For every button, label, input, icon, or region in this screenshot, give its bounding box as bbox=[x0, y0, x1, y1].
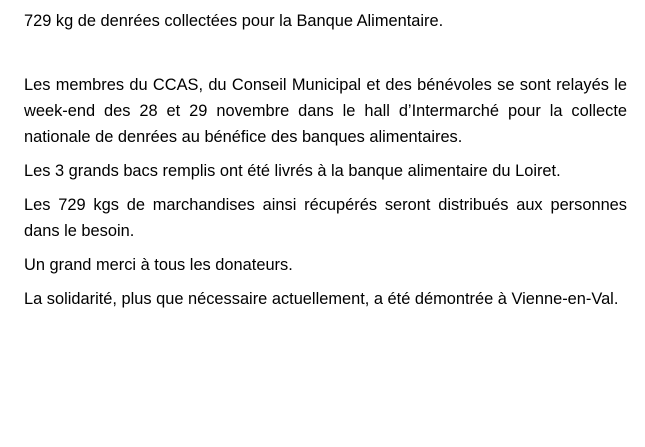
paragraph-solidarite: La solidarité, plus que nécessaire actuellement, a été démontrée à Vienne-en-Val. bbox=[24, 290, 619, 308]
paragraph-collecte: Les membres du CCAS, du Conseil Municipal et des bénévoles se sont relayés le week-end des 28 et 29 novembre dans le hall d’Intermarché pour la collecte nationale de denrées au bénéfice des banques alimentaires. bbox=[24, 76, 627, 146]
paragraph-bacs: Les 3 grands bacs remplis ont été livrés à la banque alimentaire du Loiret. bbox=[24, 162, 561, 180]
paragraph-remerciements: Un grand merci à tous les donateurs. bbox=[24, 256, 293, 274]
document-body bbox=[24, 8, 627, 312]
document-title: 729 kg de denrées collectées pour la Banque Alimentaire. bbox=[24, 12, 444, 30]
paragraph-distribution: Les 729 kgs de marchandises ainsi récupérés seront distribués aux personnes dans le besoin. bbox=[24, 196, 627, 240]
